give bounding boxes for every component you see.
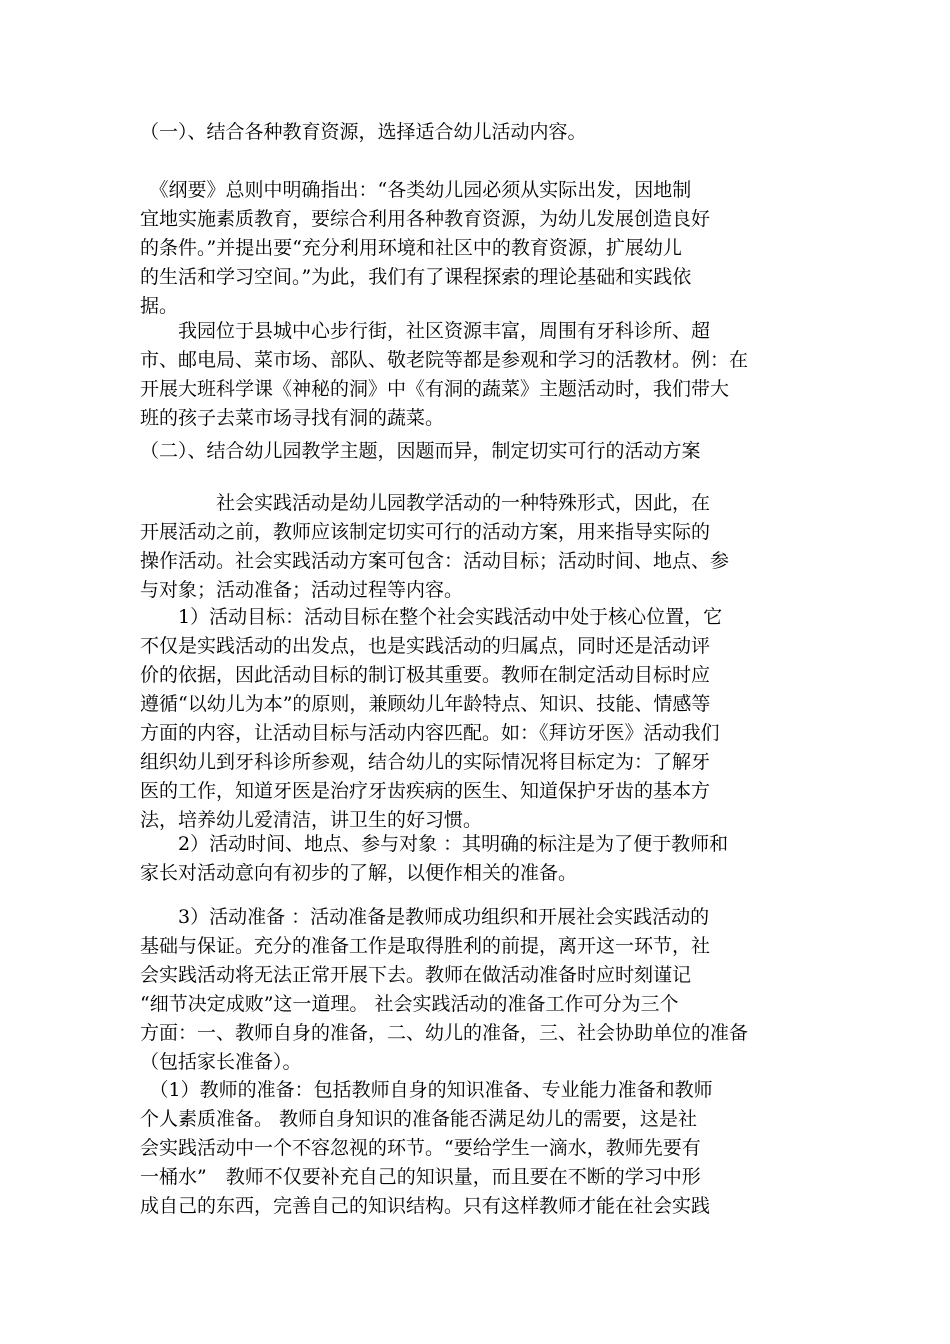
- text-line: 基础与保证。充分的准备工作是取得胜利的前提，离开这一环节，社: [140, 935, 711, 957]
- text-line: 组织幼儿到牙科诊所参观，结合幼儿的实际情况将目标定为：了解牙: [140, 751, 711, 773]
- text-line: 班的孩子去菜市场寻找有洞的蔬菜。: [140, 407, 445, 429]
- paragraph-activity-goals: [140, 603, 820, 835]
- text-line: 医的工作，知道牙医是治疗牙齿疾病的医生、知道保护牙齿的基本方: [140, 780, 711, 802]
- text-line: “细节决定成败”这一道理。 社会实践活动的准备工作可分为三个: [140, 993, 679, 1015]
- text-line: 市、邮电局、菜市场、部队、敬老院等都是参观和学习的活教材。例：在: [140, 349, 749, 371]
- paragraph-activity-time-place: [140, 830, 820, 888]
- text-line: 3）活动准备 ：活动准备是教师成功组织和开展社会实践活动的: [140, 906, 710, 928]
- text-line: 遵循“以幼儿为本”的原则，兼顾幼儿年龄特点、知识、技能、情感等: [140, 693, 711, 715]
- paragraph-activity-plan: [140, 489, 820, 605]
- text-line: 《纲要》总则中明确指出：“各类幼儿园必须从实际出发，因地制: [140, 179, 692, 201]
- text-line: 的条件。”并提出要“充分利用环境和社区中的教育资源，扩展幼儿: [140, 237, 682, 259]
- text-line: 我园位于县城中心步行街，社区资源丰富，周围有牙科诊所、超: [140, 320, 711, 342]
- text-line: 的生活和学习空间。”为此，我们有了课程探索的理论基础和实践依: [140, 266, 692, 288]
- text-line: 社会实践活动是幼儿园教学活动的一种特殊形式，因此，在: [140, 492, 711, 514]
- text-line: 1）活动目标：活动目标在整个社会实践活动中处于核心位置，它: [140, 606, 723, 628]
- text-line: 据。: [140, 295, 179, 317]
- text-line: 价的依据，因此活动目标的制订极其重要。教师在制定活动目标时应: [140, 664, 711, 686]
- text-line: 法，培养幼儿爱清洁，讲卫生的好习惯。: [140, 809, 483, 831]
- paragraph-teacher-preparation: [140, 1076, 820, 1221]
- text-line: （一）、结合各种教育资源，选择适合幼儿活动内容。: [140, 121, 587, 143]
- paragraph-activity-preparation: [140, 903, 820, 1077]
- text-line: 宜地实施素质教育，要综合利用各种教育资源，为幼儿发展创造良好: [140, 208, 711, 230]
- paragraph-outline-requirements: [140, 176, 820, 321]
- text-line: 会实践活动中一个不容忽视的环节。“要给学生一滴水，教师先要有: [140, 1137, 701, 1159]
- text-line: 一桶水” 教师不仅要补充自己的知识量，而且要在不断的学习中形: [140, 1166, 701, 1188]
- text-line: 家长对活动意向有初步的了解，以便作相关的准备。: [140, 862, 578, 884]
- paragraph-community-resources: [140, 317, 820, 433]
- text-line: （1）教师的准备：包括教师自身的知识准备、专业能力准备和教师: [140, 1079, 713, 1101]
- text-line: （二）、结合幼儿园教学主题，因题而异，制定切实可行的活动方案: [140, 440, 701, 462]
- text-line: 不仅是实践活动的出发点，也是实践活动的归属点，同时还是活动评: [140, 635, 711, 657]
- text-line: 会实践活动将无法正常开展下去。教师在做活动准备时应时刻谨记: [140, 964, 692, 986]
- text-line: 成自己的东西，完善自己的知识结构。只有这样教师才能在社会实践: [140, 1195, 711, 1217]
- text-line: 方面的内容，让活动目标与活动内容匹配。如：《拜访牙医》活动我们: [140, 722, 720, 744]
- text-line: 开展活动之前，教师应该制定切实可行的活动方案，用来指导实际的: [140, 521, 711, 543]
- text-line: 操作活动。社会实践活动方案可包含：活动目标；活动时间、地点、参: [140, 550, 730, 572]
- section-heading-1: [140, 118, 820, 147]
- text-line: 2）活动时间、地点、参与对象 ：其明确的标注是为了便于教师和: [140, 833, 729, 855]
- section-heading-2: [140, 437, 820, 466]
- text-line: 开展大班科学课《神秘的洞》中《有洞的蔬菜》主题活动时，我们带大: [140, 378, 730, 400]
- text-line: 方面：一、教师自身的准备，二、幼儿的准备，三、社会协助单位的准备: [140, 1022, 749, 1044]
- text-line: （包括家长准备）。: [140, 1051, 302, 1073]
- text-line: 个人素质准备。 教师自身知识的准备能否满足幼儿的需要，这是社: [140, 1108, 698, 1130]
- text-line: 与对象；活动准备；活动过程等内容。: [140, 579, 464, 601]
